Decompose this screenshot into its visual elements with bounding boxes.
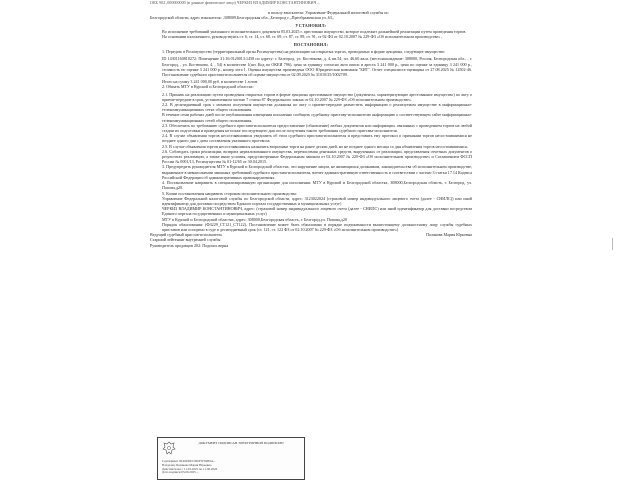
- property-item: ID 14301160810272: Помещение 31:16:0120013:1458 по адресу: г. Белгород, ул. Костюкова, д. 4, кв.54, пл. 46,60 кв.м. (местонахождение: 308000, Россия, Белгородская обл., , г. Белгород, , ул. Костюкова, 4, , 54) в количестве 1(шт. Код по ОКЕИ 796), цена за единицу согласно акта описи и ареста 3 241 000 р., цена по оценке за единицу 3 241 000 р., стоимость по оценке 3 241 000 р., номер лота 1. Оценка имущества произведена ООО Юридическая компания "БИТ". Отчет специалиста-оценщика от 27.08.2025 № 12502-46. Постановление судебного пристава-исполнителя об оценке имущества от 02.09.2025 № 31010/25/1002709.: [162, 56, 472, 78]
- established-heading: УСТАНОВИЛ:: [295, 23, 327, 29]
- lots-total: Итого на сумму 3 241 000,00 руб. в количестве 1 лотов.: [162, 79, 259, 85]
- stamp-validity: Действителен с 11.03.2025 по 11.06.2026: [162, 467, 218, 471]
- enforcement-resolution-document: [150, 0, 472, 480]
- resolved-heading: ПОСТАНОВИЛ:: [293, 42, 329, 48]
- clause-2: 2. Обязать МТУ в Курской и Белгородской областях:: [162, 84, 254, 90]
- clause-1: 1. Передать в Росимущество (территориальный орган Росимущества) на реализацию на открытых торгах, проводимых в форме аукциона, следующее имущество:: [162, 49, 446, 55]
- creditor-line-1: в пользу взыскателя: Управление Федеральной налоговой службы по: [268, 10, 389, 15]
- established-paragraph: Во исполнение требований указанного исполнительного документа 05.03.2025 г. арестовано имущество, которое подлежит дальнейшей реализации путем проведения торгов.: [162, 28, 467, 34]
- cropped-top-line: ОКБ 902 ,000000000 (в данные физическое лицо) ЧЕРКИЗ ВЛАДИМИР КОНСТАНТИНОВИЧ ...: [150, 0, 321, 5]
- clause-2-4: 2.4. В случае объявления торгов несостоявшимися уведомить об этом судебного пристава-исполнителя и представить ему протокол о признании торгов несостоявшимися не позднее одного дня с даты составления указанного протокола.: [162, 133, 472, 144]
- appeal-procedure: Порядок обжалования: (ФЗ229_СТ121_СТ122), Постановление может быть обжаловано в порядке подчиненности вышестоящему должностному лицу службы судебных приставов или оспорено в суде в десятидневный срок (ст. 121, ст. 122 ФЗ от 02.10.2007 № 229-ФЗ «Об исполнительном производстве»): [162, 221, 472, 232]
- debtor-name: ЧЕРКИЗ ВЛАДИМИР КОНСТАНТИНОВИЧ, адрес:: [162, 206, 256, 212]
- creditor-line-2: Белгородской области, адрес взыскателя: ,308009,Белгородская обл.,,Белгород г.,,Преображенская ул.,63,,: [150, 15, 334, 21]
- recipient-tax-service: Управление Федеральной налоговой службы по Белгородской области, адрес: 3123022024 (страховой номер индивидуального лицевого счета (далее - СНИЛС)) или иной идентификатор для доставки посредством Единого портала государственных и муниципальных услуг): [162, 195, 472, 206]
- clause-2-5: 2.5. В случае объявления торгов несостоявшимися назначить вторичные торги на ранее десяти дней, но не позднее одного месяца со дня объявления торгов несостоявшимися.: [162, 143, 468, 149]
- bailiff-name: Полякова Мария Юрьевна: [426, 232, 472, 238]
- stamp-certificate: Сертификат 00A0D0EC096F5F92B0A...: [162, 460, 216, 463]
- clause-2-2: 2.2. В десятидневный срок с момента получения имущества должника по акту о приеме-передаче разместить информацию о реализуемом имуществе в информационно-телекоммуникационных сетях общего пользования.: [162, 102, 472, 113]
- clause-2-2-notice: В течение семи рабочих дней после опубликования извещения письменно сообщить судебному приставу-исполнителю информацию о соответствующем сайте информационно-телекоммуникационных сетей общего пользования.: [162, 112, 472, 123]
- recipient-debtor: [150, 206, 472, 216]
- clause-2-1: 2.1. Принять на реализацию путем проведения открытых торгов в форме аукциона арестованное имущество (документы, характеризующие арестованное имущество) по акту о приеме-передаче в срок, установленном частью 7 статьи 87 Федерального закона от 02.10.2007 № 229-ФЗ «Об исполнительном производстве».: [162, 91, 472, 102]
- scan-edge-mark: [612, 238, 617, 250]
- bailiff-rank: Старший лейтенант внутренней службы: [150, 237, 221, 243]
- stamp-details: [162, 460, 262, 475]
- clause-3: 3. Предупредить руководителя МТУ в Курской и Белгородской областях, что нарушение лицом, не являющимся должником, законодательства об исполнительном производстве, выраженное в невыполнении законных требований судебного пристава-исполнителя, влечет административную ответственность в соответствии с частью 3 статьи 17.14 Кодекса Российской Федерации об административных правонарушениях.: [162, 164, 472, 180]
- clause-4: 4. Постановление направить в специализированную организацию для исполнения: МТУ в Курской и Белгородской областях, 308000,Белгородская область, г. Белгород, ул. Попова,д20.: [162, 180, 472, 191]
- bailiff-role: Ведущий судебный пристав-исполнитель: [150, 232, 223, 238]
- clause-2-3: 2.3. Обеспечить по требованию судебного пристава-исполнителя предоставление (обновление) любых документов или информации, связанных с проведением торгов на любой стадии их подготовки и проведения не позже последующего дня после получения такого требования судебного пристава-исполнителя.: [162, 122, 472, 134]
- clause-5: 5. Копии постановления направить сторонам исполнительного производства:: [162, 190, 297, 196]
- stamp-sign-date: Дата подписи 03.09.2025 ...: [162, 471, 199, 475]
- stamp-title: ДОКУМЕНТ ПОДПИСАН ЭЛЕКТРОННОЙ ПОДПИСЬЮ: [198, 441, 284, 445]
- debtor-details: (страховой номер индивидуального лицевого счета (далее - СНИЛС) или иной идентификатор для доставки посредством Единого портала государственных и муниципальных услуг): [162, 206, 473, 217]
- clause-2-6: 2.6. Соблюдать сроки реализации, возврата нереализованного имущества, перечисления денежных средств, вырученных от реализации, представления отчетных документов о результатах реализации, а также иные условия, предусмотренные Федеральным законом от 02.10.2007 № 229-ФЗ «Об исполнительном производстве» и Соглашением ФССП России № 0001/13, Росимущества № 01-12/65 от 30.04.2015.: [162, 148, 472, 165]
- stamp-owner: Владелец Полякова Мария Юрьевна: [162, 463, 212, 467]
- signature-note: Руководитель продавцов 202: Подпись верна: [150, 242, 229, 248]
- recipient-mtu: МТУ в Курской и Белгородской областях, адрес: 308000,Белгородская область, г. Белгород,ул. Попова,д20: [162, 216, 347, 222]
- basis-paragraph: На основании изложенного, руководствуясь ст. 6, ст. 14, ст. 68, ст. 69, ст. 87, ст. 89, ст. 91, ст 92 ФЗ от 02.10.2007 № 229-ФЗ «Об исполнительном производстве» ,: [162, 33, 443, 39]
- coat-of-arms-icon: [162, 441, 176, 455]
- electronic-signature-stamp: [157, 437, 305, 480]
